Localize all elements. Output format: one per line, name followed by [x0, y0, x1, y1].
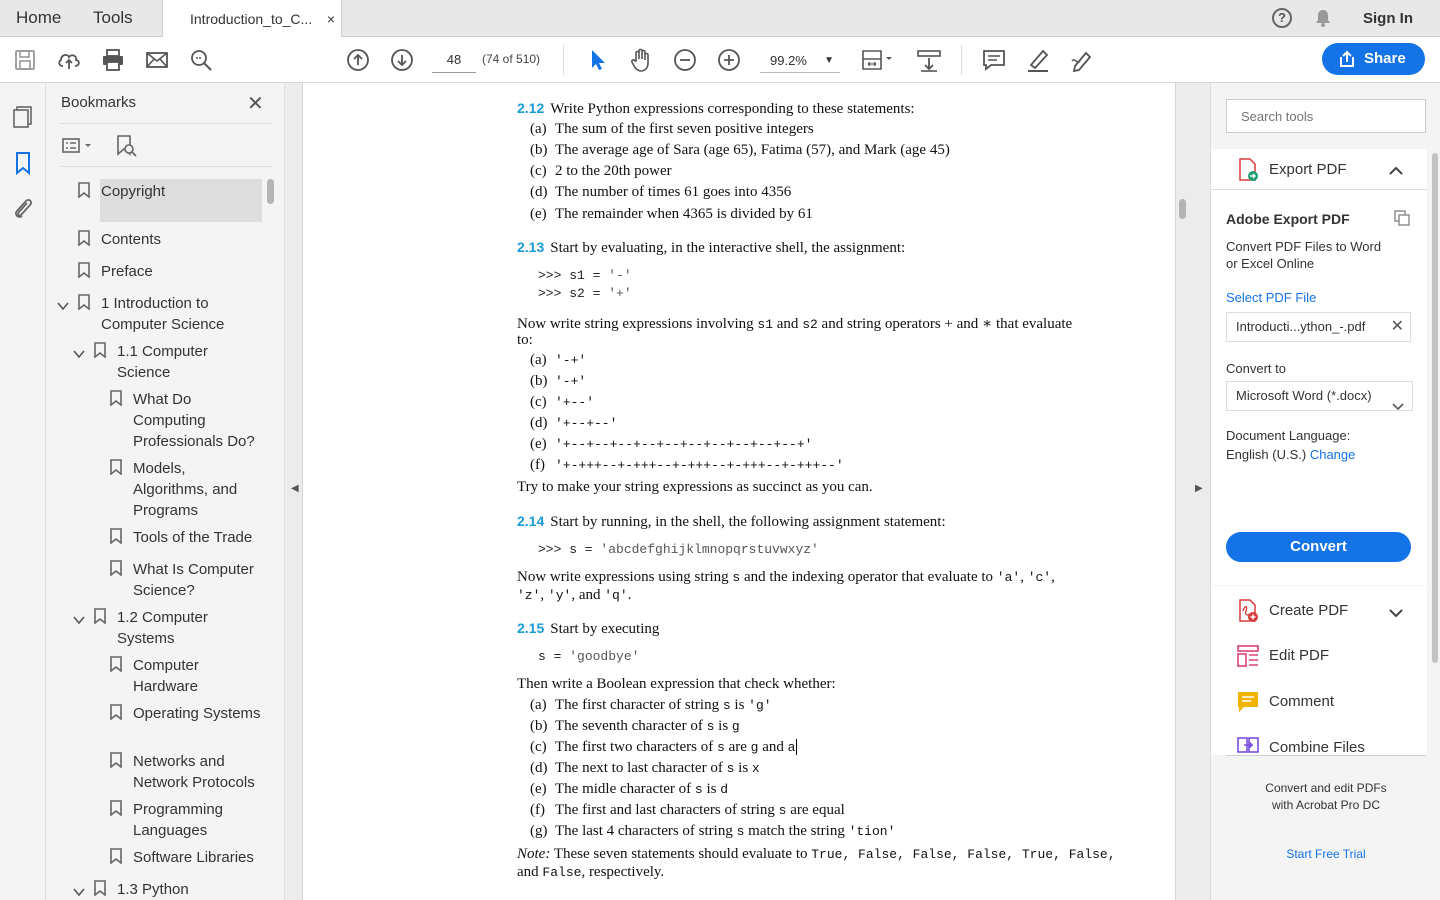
- list-item: (b) The average age of Sara (age 65), Fatima (57), and Mark (age 45): [530, 142, 950, 158]
- paragraph: Now write expressions using string s and the indexing operator that evaluate to 'a', 'c',: [517, 569, 1055, 585]
- document-language-value: English (U.S.) Change: [1226, 447, 1356, 462]
- create-pdf-label: Create PDF: [1269, 602, 1349, 619]
- tools-pane-scrollbar-thumb[interactable]: [1432, 153, 1438, 663]
- change-language-link[interactable]: Change: [1309, 447, 1356, 462]
- note-paragraph: Note: These seven statements should evaluate to True, False, False, False, True, False,: [517, 846, 1116, 862]
- exercise-text: Start by running, in the shell, the following assignment statement:: [550, 514, 946, 530]
- list-item: (c) 2 to the 20th power: [530, 163, 672, 179]
- bookmarks-scrollbar-thumb[interactable]: [267, 179, 274, 204]
- bookmark-label: 1.1 Computer Science: [117, 343, 208, 381]
- bookmark-label: What Do Computing Professionals Do?: [133, 391, 255, 450]
- document-viewport[interactable]: [285, 83, 1210, 900]
- bookmark-icon: [110, 390, 122, 406]
- bookmark-icon: [110, 800, 122, 816]
- bookmark-label: Copyright: [101, 183, 166, 200]
- list-item: (f) The first and last characters of string s are equal: [530, 802, 845, 818]
- exercise-text: Write Python expressions corresponding to these statements:: [550, 101, 915, 117]
- list-item: (c) '+--': [530, 394, 595, 410]
- email-icon[interactable]: [144, 47, 170, 73]
- paragraph: to:: [517, 332, 533, 348]
- chevron-down-icon[interactable]: [73, 612, 85, 622]
- bookmark-label: Software Libraries: [133, 849, 254, 866]
- adobe-export-title: Adobe Export PDF: [1226, 211, 1350, 227]
- bookmark-icon: [94, 880, 106, 896]
- bookmark-icon: [110, 656, 122, 672]
- scroll-mode-icon[interactable]: [916, 47, 942, 73]
- bookmark-icon: [78, 230, 90, 246]
- select-cursor-icon[interactable]: [585, 47, 611, 73]
- zoom-level-value: 99.2%: [770, 53, 807, 68]
- page-number-input[interactable]: [432, 47, 476, 73]
- bookmark-label: Operating Systems: [133, 705, 261, 722]
- bookmark-label: Models, Algorithms, and Programs: [133, 460, 238, 519]
- exercise-2-13: [517, 239, 905, 257]
- bookmark-icon: [94, 608, 106, 624]
- main-toolbar: [0, 37, 1440, 83]
- comment-icon[interactable]: [981, 47, 1007, 73]
- bookmark-toolbar: [60, 123, 272, 167]
- bookmark-label: Contents: [101, 231, 162, 248]
- print-icon[interactable]: [100, 47, 126, 73]
- attachments-icon[interactable]: [11, 196, 35, 220]
- code-line: s = 'goodbye': [538, 649, 640, 664]
- start-free-trial-link[interactable]: Start Free Trial: [1286, 847, 1366, 861]
- pdf-page: [302, 83, 1176, 900]
- list-item: (e) The remainder when 4365 is divided by 61: [530, 206, 813, 222]
- bookmark-icon: [78, 182, 90, 198]
- list-item: (a) The sum of the first seven positive integers: [530, 121, 814, 137]
- bookmark-label: 1.2 Computer Systems: [117, 609, 208, 647]
- list-item: (e) '+--+--+--+--+--+--+--+--+--+--+': [530, 436, 813, 452]
- paragraph: 'z', 'y', and 'q'.: [517, 587, 632, 603]
- tools-tab[interactable]: Tools: [93, 8, 133, 27]
- select-pdf-file-link[interactable]: Select PDF File: [1226, 290, 1317, 305]
- selected-file-field: [1226, 312, 1411, 342]
- document-tab-label: Introduction_to_C...: [190, 11, 313, 27]
- exercise-text: Start by executing: [550, 621, 660, 637]
- chevron-down-icon[interactable]: [73, 884, 85, 894]
- find-text-icon[interactable]: [188, 47, 214, 73]
- tools-list: [1211, 586, 1427, 755]
- list-item: (b) '-+': [530, 373, 587, 389]
- bookmark-icon: [110, 459, 122, 475]
- promo-text: Convert and edit PDFs with Acrobat Pro DC: [1265, 781, 1387, 812]
- list-item: (f) '+-+++--+-+++--+-+++--+-+++--+-+++--': [530, 457, 844, 473]
- bookmark-label: What Is Computer Science?: [133, 561, 254, 599]
- upload-cloud-icon[interactable]: [56, 47, 82, 73]
- bookmark-label: Preface: [101, 263, 153, 280]
- document-tab[interactable]: [162, 0, 342, 38]
- remove-file-icon[interactable]: ✕: [1390, 318, 1404, 335]
- share-label: Share: [1364, 50, 1406, 67]
- bookmark-label: Computer Hardware: [133, 657, 199, 695]
- bookmark-label: Networks and Network Protocols: [133, 753, 255, 791]
- exercise-2-14: [517, 513, 946, 531]
- export-pdf-title[interactable]: Export PDF: [1269, 161, 1347, 178]
- hand-tool-icon[interactable]: [628, 47, 654, 73]
- chevron-down-icon[interactable]: [1389, 605, 1403, 615]
- page-count-label: (74 of 510): [482, 52, 541, 66]
- export-pdf-icon: [1236, 158, 1260, 182]
- list-item: (g) The last 4 characters of string s match the string 'tion': [530, 823, 896, 839]
- code-line: >>> s2 = '+': [538, 286, 632, 301]
- create-pdf-icon: [1236, 599, 1260, 623]
- exercise-number: 2.15: [517, 620, 545, 636]
- bookmark-icon: [110, 704, 122, 720]
- close-panel-icon[interactable]: ✕: [247, 93, 264, 115]
- list-item: (a) The first character of string s is 'g': [530, 697, 772, 713]
- bookmarks-title: Bookmarks: [61, 94, 137, 111]
- previous-page-icon[interactable]: [345, 47, 371, 73]
- bookmark-icon: [78, 294, 90, 310]
- code-line: >>> s1 = '-': [538, 268, 632, 283]
- list-item: (d) The next to last character of s is x: [530, 760, 760, 776]
- exercise-number: 2.12: [517, 100, 545, 116]
- highlight-pen-icon[interactable]: [1025, 47, 1051, 73]
- share-button[interactable]: [1322, 43, 1425, 75]
- search-tools-input[interactable]: [1226, 99, 1426, 133]
- sign-pen-icon[interactable]: [1069, 47, 1095, 73]
- exercise-number: 2.14: [517, 513, 545, 529]
- paragraph: Then write a Boolean expression that check whether:: [517, 676, 836, 692]
- bookmarks-panel: [46, 83, 285, 900]
- page-thumbnails-icon[interactable]: [11, 105, 35, 129]
- divider: [1226, 755, 1426, 756]
- bookmark-icon: [110, 560, 122, 576]
- note-paragraph: and False, respectively.: [517, 864, 665, 880]
- bookmark-label: Programming Languages: [133, 801, 224, 839]
- home-tab[interactable]: Home: [16, 8, 62, 27]
- bookmark-options-icon[interactable]: [60, 134, 96, 158]
- list-item: (b) The seventh character of s is g: [530, 718, 740, 734]
- format-select[interactable]: [1226, 381, 1413, 411]
- top-tab-bar: [0, 0, 1440, 37]
- tools-pane: [1210, 83, 1440, 900]
- share-icon: [1338, 50, 1356, 68]
- toolbar-divider: [563, 45, 564, 75]
- bookmark-icon: [110, 752, 122, 768]
- list-item: (c) The first two characters of s are g and a: [530, 739, 796, 755]
- list-item: (d) The number of times 61 goes into 4356: [530, 184, 792, 200]
- chevron-up-icon[interactable]: [1389, 163, 1403, 173]
- convert-to-label: Convert to: [1226, 361, 1286, 376]
- exercise-text: Start by evaluating, in the interactive shell, the assignment:: [550, 240, 906, 256]
- chevron-down-icon[interactable]: [57, 298, 69, 308]
- comment-label: Comment: [1269, 693, 1335, 710]
- exercise-2-12: [517, 100, 915, 118]
- code-line: >>> s = 'abcdefghijklmnopqrstuvwxyz': [538, 542, 819, 557]
- zoom-level-select[interactable]: [760, 49, 840, 73]
- help-icon[interactable]: ?: [1272, 8, 1292, 28]
- zoom-out-icon[interactable]: [672, 47, 698, 73]
- selected-file-name: Introducti...ython_-.pdf: [1236, 319, 1366, 334]
- bookmark-label: 1.3 Python: [117, 881, 189, 898]
- divider: [1211, 189, 1427, 190]
- paragraph: Now write string expressions involving s1 and s2 and string operators + and ∗ that evaluate: [517, 316, 1073, 332]
- zoom-in-icon[interactable]: [716, 47, 742, 73]
- exercise-number: 2.13: [517, 239, 545, 255]
- left-navigation-rail: [0, 83, 46, 900]
- bookmark-label: Tools of the Trade: [133, 529, 253, 546]
- close-tab-icon[interactable]: ×: [326, 11, 335, 27]
- notification-bell-icon[interactable]: [1313, 8, 1333, 28]
- bookmark-icon: [94, 342, 106, 358]
- bookmark-icon: [110, 528, 122, 544]
- export-description: Convert PDF Files to Word or Excel Online: [1226, 239, 1382, 271]
- save-icon[interactable]: [12, 47, 38, 73]
- edit-pdf-label: Edit PDF: [1269, 647, 1330, 664]
- comment-tool-icon: [1236, 690, 1260, 714]
- combine-files-icon: [1236, 736, 1260, 755]
- page-fit-icon[interactable]: [860, 47, 896, 73]
- edit-pdf-icon: [1236, 644, 1260, 668]
- next-page-icon[interactable]: [389, 47, 415, 73]
- toolbar-divider: [961, 45, 962, 75]
- list-item: (a) '-+': [530, 352, 587, 368]
- bookmark-icon: [78, 262, 90, 278]
- list-item: (e) The midle character of s is d: [530, 781, 729, 797]
- bookmark-label: 1 Introduction to Computer Science: [101, 295, 225, 333]
- format-value: Microsoft Word (*.docx): [1236, 388, 1372, 403]
- bookmark-icon: [110, 848, 122, 864]
- bookmarks-panel-icon[interactable]: [11, 151, 35, 175]
- exercise-2-15: [517, 620, 659, 638]
- collapse-left-panel-icon[interactable]: ◀: [291, 483, 299, 494]
- convert-button[interactable]: Convert: [1226, 532, 1411, 562]
- chevron-down-icon: [1392, 393, 1404, 401]
- document-scrollbar-thumb[interactable]: [1179, 199, 1186, 219]
- chevron-down-icon: ▼: [824, 55, 834, 66]
- paragraph: Try to make your string expressions as succinct as you can.: [517, 479, 873, 495]
- chevron-down-icon[interactable]: [73, 346, 85, 356]
- copy-link-icon[interactable]: [1394, 210, 1410, 226]
- combine-files-label: Combine Files: [1269, 739, 1365, 755]
- bookmarks-scrollbar[interactable]: [265, 179, 273, 900]
- list-item: (d) '+--+--': [530, 415, 618, 431]
- document-language-label: Document Language:: [1226, 428, 1351, 443]
- find-bookmark-icon[interactable]: [114, 134, 138, 158]
- expand-right-panel-icon[interactable]: ▶: [1195, 483, 1203, 494]
- sign-in-button[interactable]: Sign In: [1363, 10, 1413, 27]
